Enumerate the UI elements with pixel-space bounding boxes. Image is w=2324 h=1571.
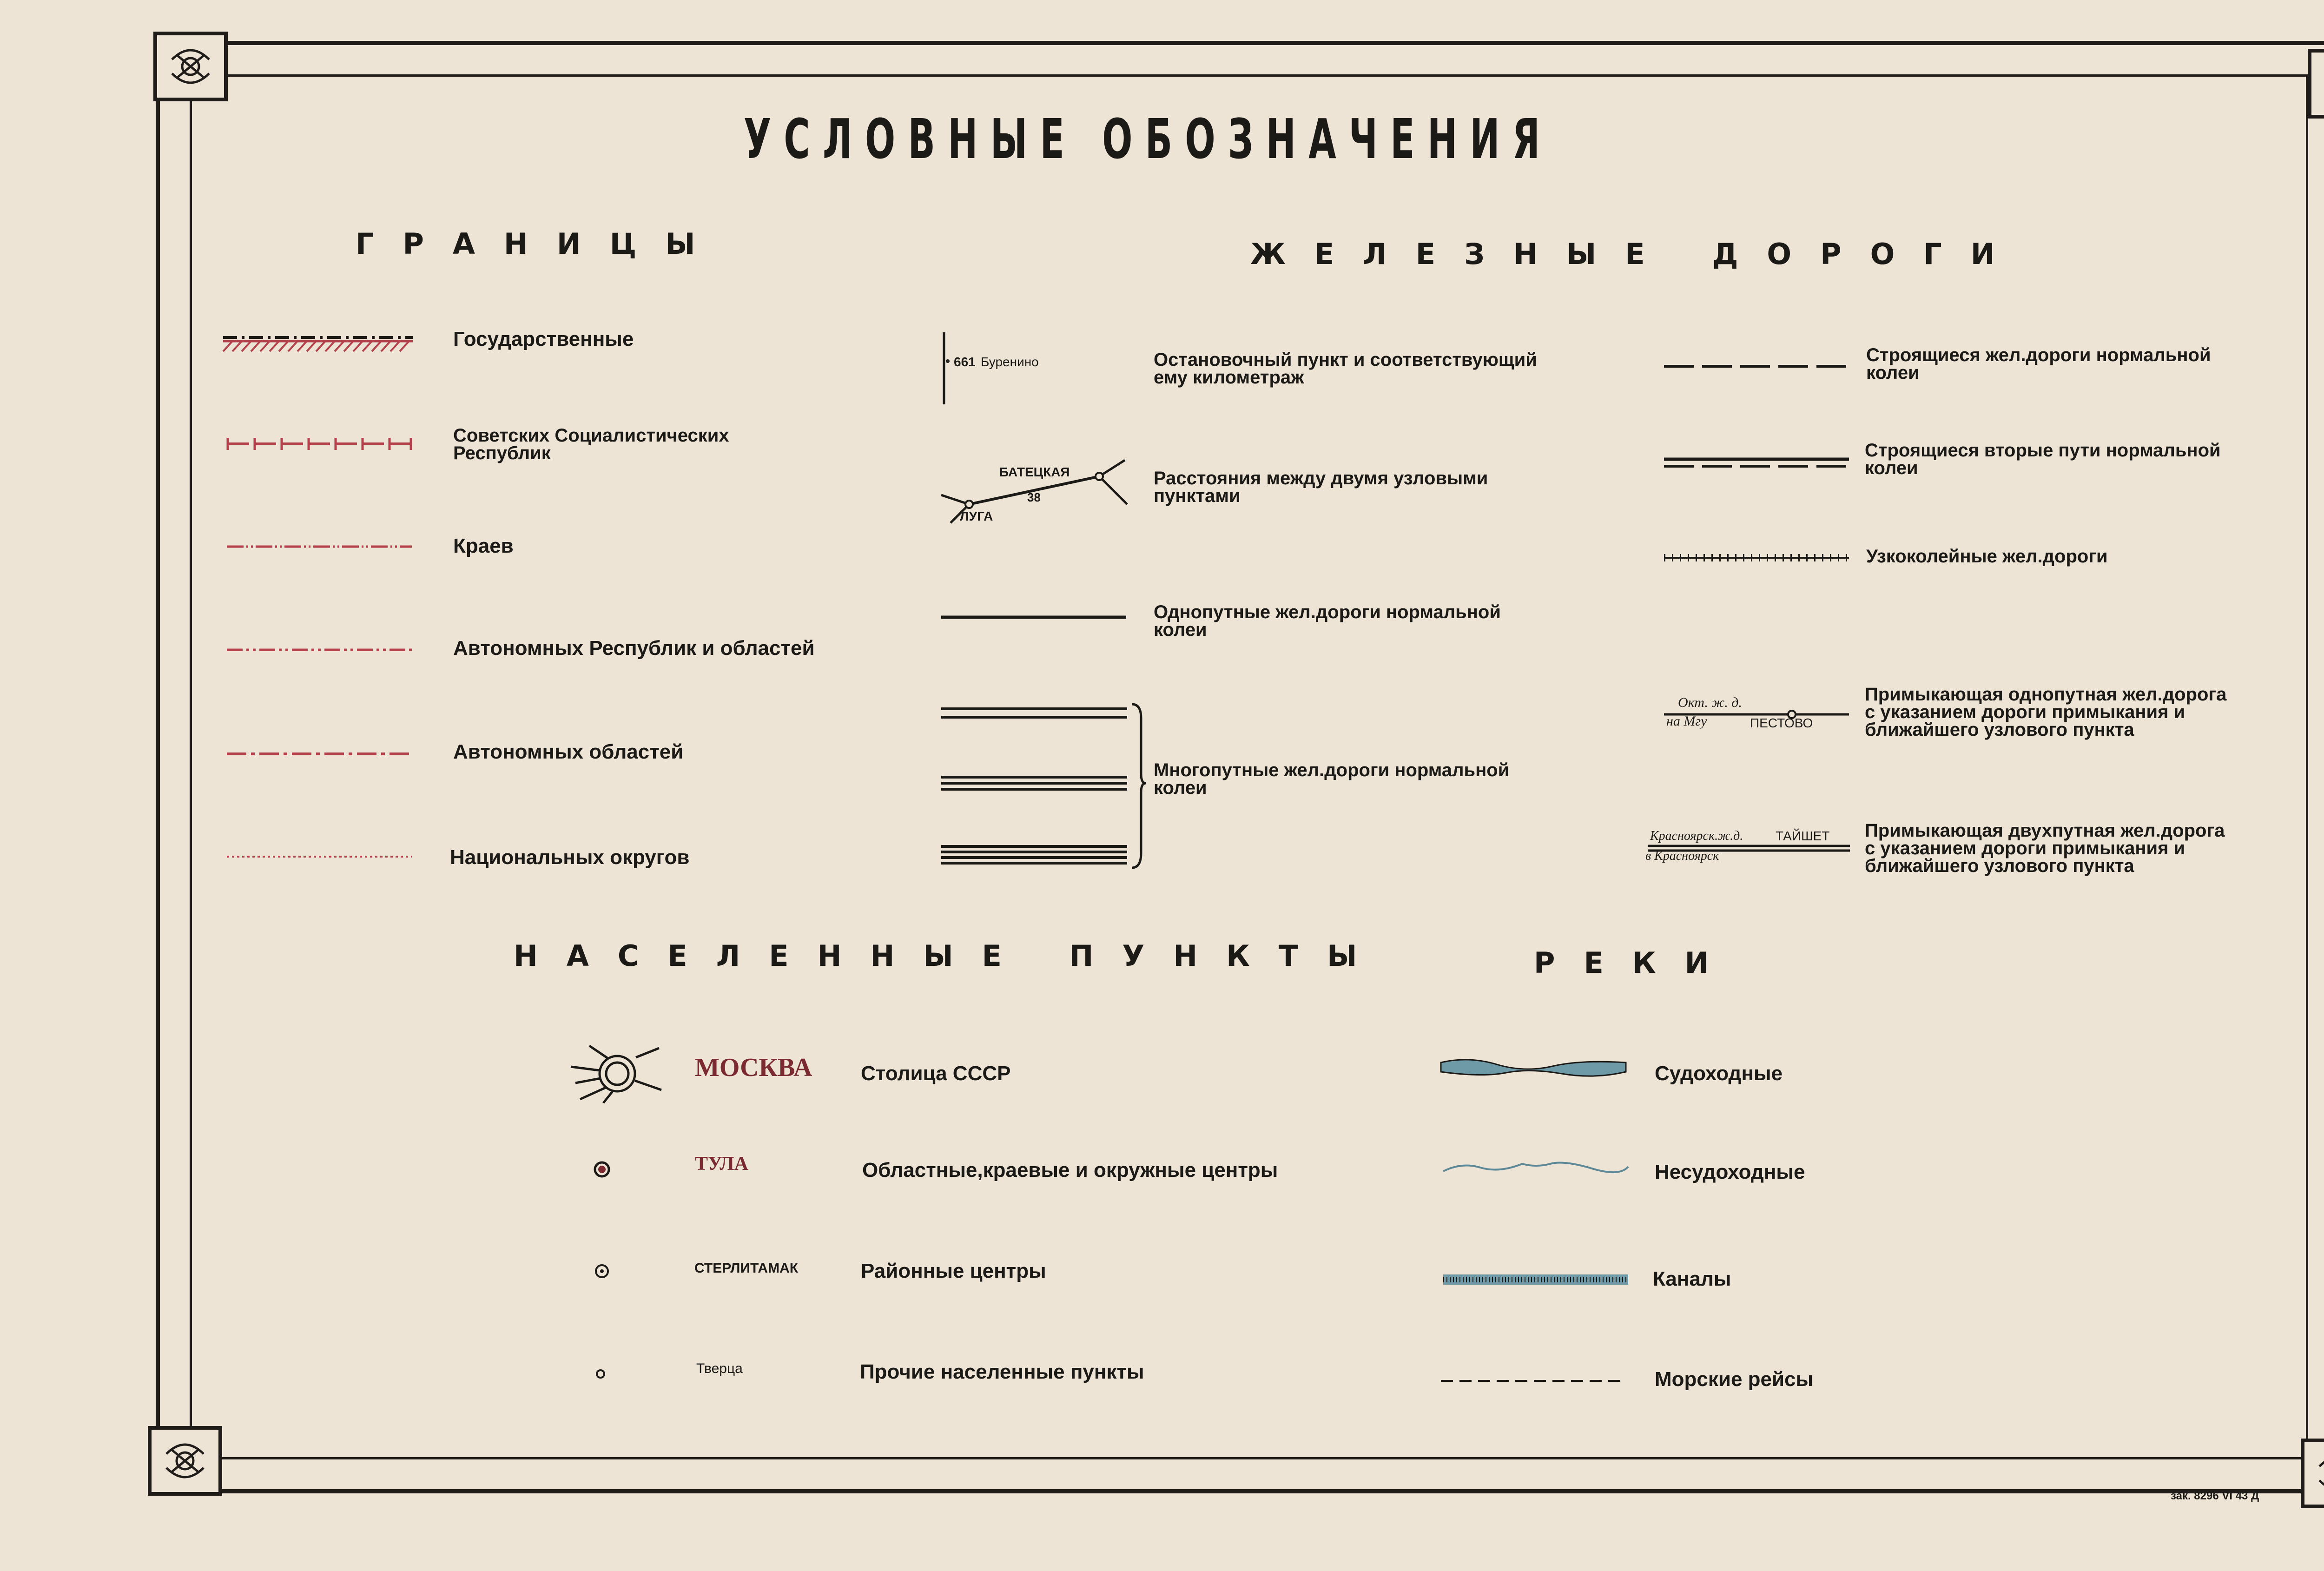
regional-label: Областные,краевые и окружные центры: [862, 1159, 1278, 1182]
rail-station-a: ЛУГА: [960, 509, 993, 523]
adjoin-double-label: Примыкающая двухпутная жел.дорога с указанием дороги примыкания и ближайшего узлового пункта: [1865, 820, 2225, 876]
border-asr-label: Автономных Республик и областей: [453, 637, 815, 660]
border-krai-label: Краев: [453, 535, 514, 557]
adjoin-single-label: Примыкающая однопутная жел.дорога с указанием дороги примыкания и ближайшего узлового пункта: [1865, 684, 2227, 740]
river-navigable-symbol: [1441, 1056, 1627, 1079]
regional-center-icon: [593, 1160, 611, 1179]
rail-narrow-label: Узкоколейные жел.дороги: [1866, 546, 2108, 567]
corner-emblem-icon: [148, 1426, 222, 1496]
section-title-railways: ЖЕЛЕЗНЫЕ ДОРОГИ: [1250, 237, 2024, 271]
border-national-label: Национальных округов: [450, 846, 690, 869]
rail-distance-value: 38: [1027, 490, 1041, 504]
rail-construction-symbol: [1664, 363, 1850, 369]
sea-route-label: Морские рейсы: [1655, 1368, 1814, 1391]
district-center-icon: [594, 1263, 610, 1279]
adjoin-single-direction: на Мгу: [1666, 713, 1707, 729]
border-ssr-symbol: [227, 437, 413, 451]
adjoin-double-road: Красноярск.ж.д.: [1650, 829, 1743, 843]
corner-emblem-icon: [2301, 1439, 2324, 1508]
rail-station-b: БАТЕЦКАЯ: [999, 465, 1070, 479]
settlement-label: Прочие населенные пункты: [860, 1360, 1144, 1383]
border-ssr-label: Советских Социалистических Республик: [453, 425, 729, 463]
capital-sample-name: МОСКВА: [695, 1053, 812, 1082]
border-asr-symbol: [227, 647, 413, 653]
rail-second-track-label: Строящиеся вторые пути нормальной колеи: [1865, 440, 2221, 478]
capital-label: Столица СССР: [861, 1062, 1011, 1085]
section-title-borders: ГРАНИЦЫ: [356, 227, 724, 261]
section-title-settlements: НАСЕЛЕННЫЕ ПУНКТЫ: [514, 939, 1386, 973]
print-order-mark: зак. 8296 VI 43 Д: [2171, 1490, 2259, 1502]
district-sample-name: СТЕРЛИТАМАК: [694, 1261, 799, 1276]
border-state-symbol: [223, 331, 414, 354]
rail-stop-km: 661: [954, 355, 976, 369]
district-label: Районные центры: [861, 1260, 1046, 1282]
corner-emblem-icon: [153, 32, 228, 101]
adjoin-single-station: ПЕСТОВО: [1750, 716, 1813, 730]
regional-sample-name: ТУЛА: [695, 1153, 748, 1175]
border-ao-symbol: [227, 751, 413, 757]
rail-junction-distance-label: Расстояния между двумя узловыми пунктами: [1154, 468, 1488, 506]
adjoin-single-road: Окт. ж. д.: [1678, 695, 1742, 710]
rail-stop-label: Остановочный пункт и соответствующий ему километраж: [1154, 350, 1537, 388]
settlement-sample-name: Тверца: [696, 1361, 743, 1376]
rail-construction-label: Строящиеся жел.дороги нормальной колеи: [1866, 345, 2211, 383]
rail-single-symbol: [941, 614, 1127, 620]
border-state-label: Государственные: [453, 328, 634, 350]
adjoin-double-station: ТАЙШЕТ: [1776, 829, 1830, 843]
border-krai-symbol: [227, 544, 413, 549]
border-national-symbol: [227, 854, 413, 859]
sea-route-symbol: [1441, 1379, 1627, 1383]
corner-emblem-icon: [2308, 49, 2324, 119]
rail-stop-symbol: [941, 332, 951, 407]
river-nonnavigable-label: Несудоходные: [1655, 1161, 1805, 1183]
rail-multi-label: Многопутные жел.дороги нормальной колеи: [1154, 760, 1510, 798]
canal-symbol: [1443, 1272, 1629, 1287]
river-nonnavigable-symbol: [1443, 1157, 1629, 1176]
canal-label: Каналы: [1653, 1267, 1731, 1290]
river-navigable-label: Судоходные: [1655, 1062, 1783, 1085]
settlement-icon: [595, 1368, 606, 1380]
rail-multi-symbol: [941, 700, 1146, 871]
rail-narrow-symbol: [1664, 553, 1850, 562]
adjoin-double-direction: в Красноярск: [1645, 849, 1719, 863]
capital-city-icon: [571, 1043, 664, 1104]
legend-title: УСЛОВНЫЕ ОБОЗНАЧЕНИЯ: [744, 107, 1553, 171]
rail-single-label: Однопутные жел.дороги нормальной колеи: [1154, 602, 1501, 640]
rail-stop-name: Буренино: [981, 355, 1039, 369]
section-title-rivers: РЕКИ: [1534, 946, 1738, 980]
border-ao-label: Автономных областей: [453, 740, 684, 763]
rail-second-track-symbol: [1664, 457, 1850, 469]
